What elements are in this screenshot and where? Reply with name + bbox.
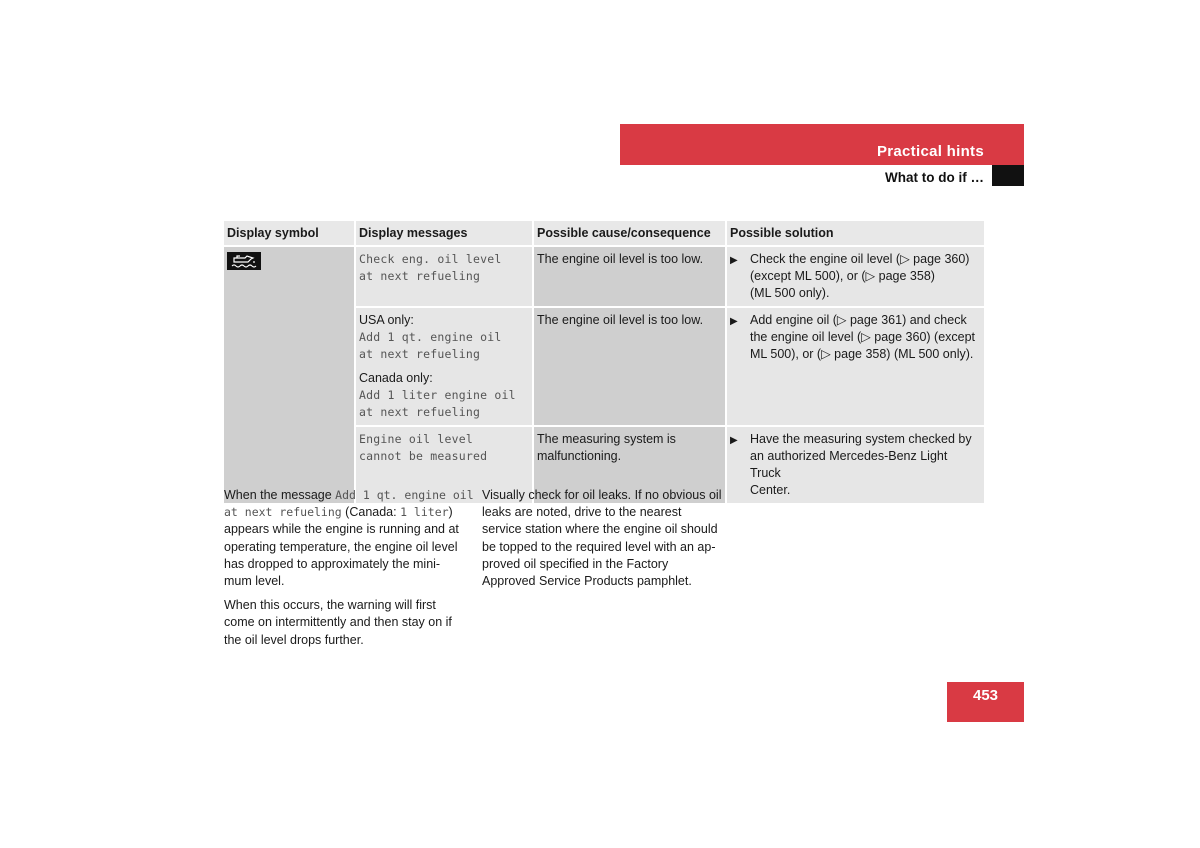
display-message: Add 1 liter engine oil [359, 388, 516, 402]
solution-line: the engine oil level (▷ page 360) (except [750, 330, 976, 344]
section-marker [992, 165, 1024, 186]
display-symbol-cell [224, 246, 355, 503]
body-paragraph: Visually check for oil leaks. If no obvious oil leaks are noted, drive to the nearest service station where the engine oil should be topped to the required level with an ap- proved oil specified in the Factory Approved Service Products pamphlet. [482, 488, 722, 589]
section-title: Practical hints [876, 143, 984, 160]
section-header-band [620, 124, 1024, 165]
page-number: 453 [972, 687, 999, 704]
display-message: at next refueling [359, 405, 481, 419]
cause-cell: The engine oil level is too low. [533, 246, 726, 307]
solution-cell [726, 246, 984, 307]
display-message: Add 1 qt. engine oil [359, 330, 502, 344]
solution-line: (ML 500 only). [750, 286, 830, 300]
solution-line: (except ML 500), or (▷ page 358) [750, 269, 935, 283]
display-message: Engine oil level [359, 432, 473, 446]
body-paragraph: When the message Add 1 qt. engine oil at next refueling (Canada: 1 liter) appears while the engine is running and at operating temperature, the engine oil level has dropped to approximately the mini- mum level. [224, 488, 474, 589]
solution-line: Have the measuring system checked by [750, 432, 972, 446]
inline-display-message: Add 1 qt. engine oil [335, 488, 474, 502]
region-label: USA only: [359, 313, 414, 327]
subsection-title: What to do if … [885, 170, 984, 185]
table-row [224, 246, 984, 307]
solution-line: Add engine oil (▷ page 361) and check [750, 313, 967, 327]
display-messages-table [224, 221, 984, 503]
solution-cell [726, 307, 984, 426]
solution-line: Center. [750, 483, 791, 497]
body-column-left [224, 487, 474, 656]
region-label: Canada only: [359, 371, 433, 385]
bullet-icon: ▶ [730, 255, 738, 266]
cause-line: malfunctioning. [537, 449, 622, 463]
inline-display-message: 1 liter [400, 505, 449, 520]
column-header: Possible solution [726, 221, 984, 246]
column-header: Possible cause/consequence [533, 221, 726, 246]
page-number-box [947, 682, 1024, 722]
body-paragraph: When this occurs, the warning will first come on intermittently and then stay on if the oil level drops further. [224, 598, 452, 647]
display-message: at next refueling [359, 347, 481, 361]
solution-line: Check the engine oil level (▷ page 360) [750, 252, 970, 266]
solution-cell [726, 426, 984, 503]
body-column-right [482, 487, 742, 597]
cause-line: The measuring system is [537, 432, 676, 446]
cause-cell: The engine oil level is too low. [533, 307, 726, 426]
display-message: cannot be measured [359, 449, 488, 463]
solution-line: ML 500), or (▷ page 358) (ML 500 only). [750, 347, 974, 361]
display-message-cell [355, 307, 533, 426]
table-header-row [224, 221, 984, 246]
display-message: at next refueling [359, 269, 481, 283]
column-header: Display symbol [224, 221, 355, 246]
column-header: Display messages [355, 221, 533, 246]
engine-oil-icon [227, 252, 261, 270]
solution-line: an authorized Mercedes-Benz Light Truck [750, 449, 948, 480]
inline-display-message: at next refueling [224, 505, 342, 520]
bullet-icon: ▶ [730, 316, 738, 327]
bullet-icon: ▶ [730, 435, 738, 446]
display-message-cell [355, 246, 533, 307]
display-message: Check eng. oil level [359, 252, 502, 266]
